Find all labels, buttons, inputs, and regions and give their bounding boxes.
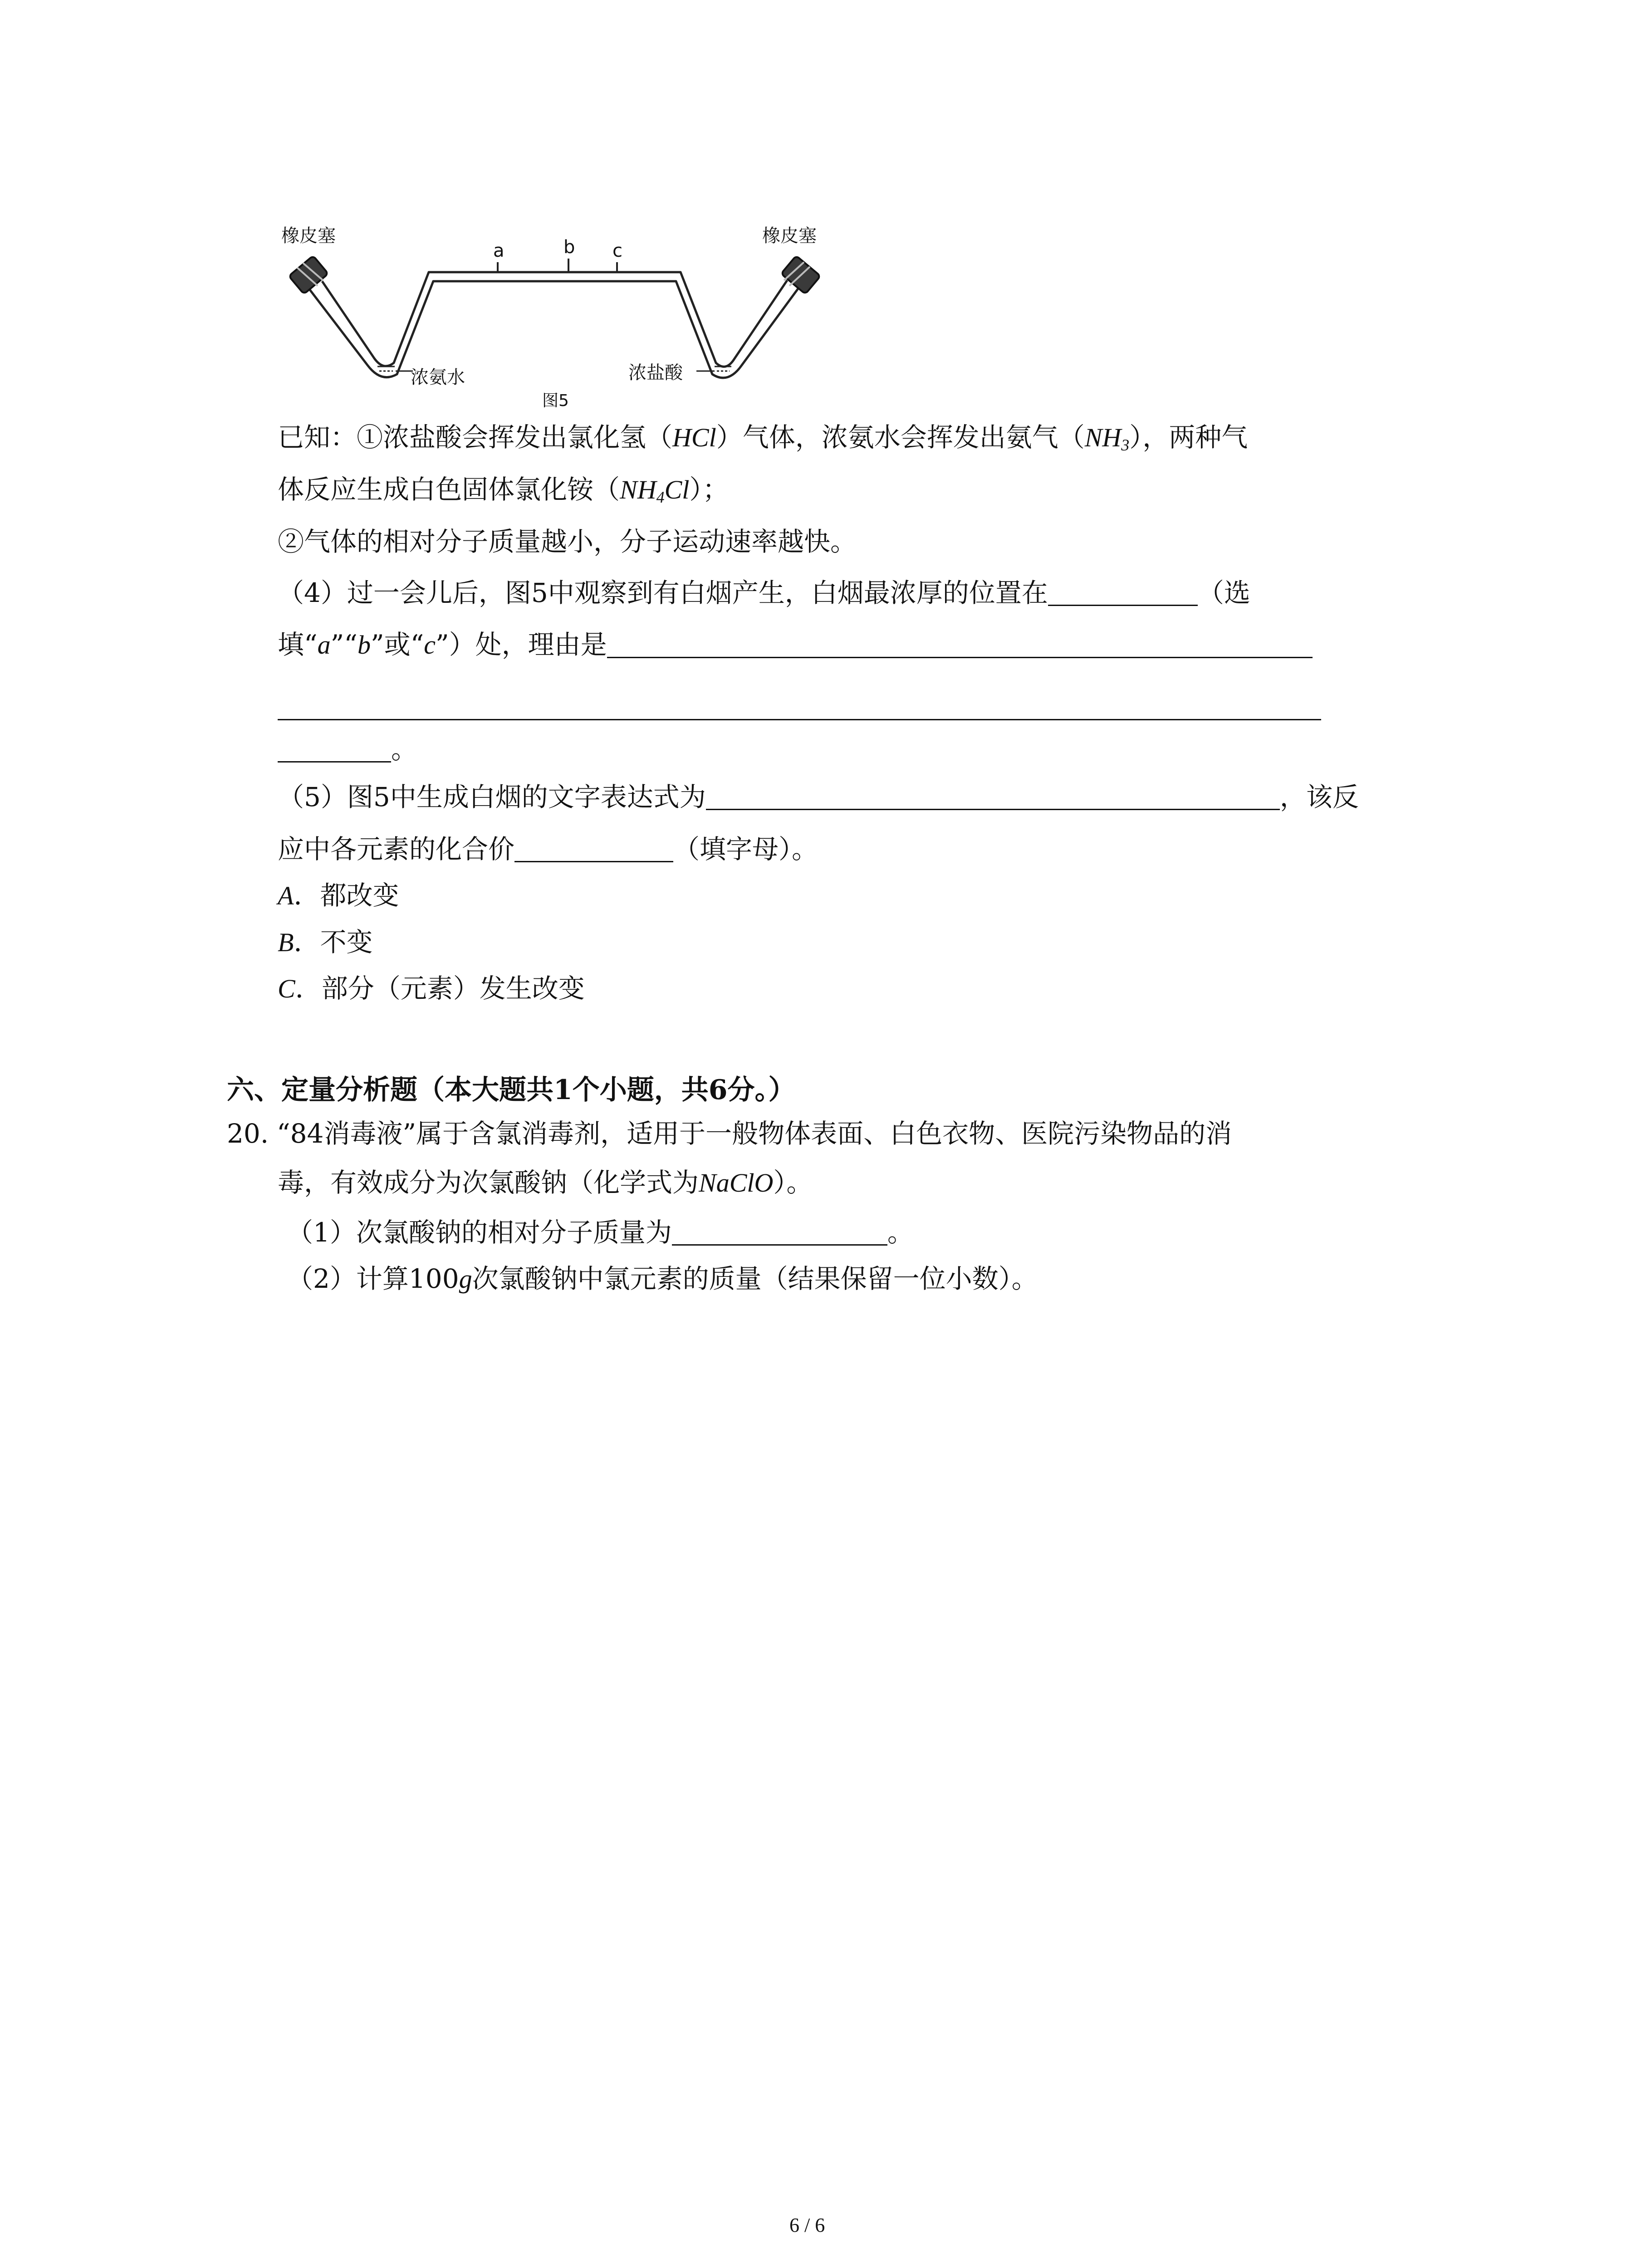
rubber-stopper-left — [289, 256, 328, 294]
q20-sub-1: （1）次氯酸钠的相对分子质量为 。 — [287, 1217, 914, 1248]
label-hcl: 浓盐酸 — [628, 362, 683, 383]
known-line-1: 已知：①浓盐酸会挥发出氯化氢（HCl）气体，浓氨水会挥发出氨气$(NH_3)$，两种气 — [278, 422, 1248, 454]
label-b: b — [563, 237, 575, 258]
q5-option-a: A．都改变 — [278, 880, 399, 911]
q20-number: 20. — [227, 1118, 269, 1149]
label-c: c — [612, 240, 622, 261]
label-stopper-left: 橡皮塞 — [281, 225, 336, 246]
q4-answer-blank-reason-cont[interactable] — [278, 719, 1321, 720]
q4-line-2: 填“a”“b”或“c”）处，理由是 — [278, 631, 1313, 658]
known-line-2: 体反应生成白色固体氯化铵$(NH_4Cl)$； — [278, 474, 729, 506]
label-ammonia: 浓氨水 — [411, 367, 465, 388]
q20-sub-2: （2）计算100g次氯酸钠中氯元素的质量（结果保留一位小数）。 — [287, 1263, 1038, 1294]
q4-line-1: （4）过一会儿后，图5中观察到有白烟产生，白烟最浓厚的位置在 （选 — [278, 577, 1250, 608]
figure-caption: 图5 — [542, 391, 569, 410]
known-line-3: ②气体的相对分子质量越小，分子运动速率越快。 — [278, 526, 857, 557]
section-6-heading: 六、定量分析题（本大题共1个小题，共6分。） — [227, 1074, 796, 1106]
q20-line-2: 毒，有效成分为次氯酸钠（化学式为NaClO）。 — [278, 1167, 813, 1198]
label-stopper-right: 橡皮塞 — [762, 225, 817, 246]
page-number: 6 / 6 — [789, 2214, 825, 2236]
q5-option-b: B．不变 — [278, 927, 373, 958]
q4-answer-blank-reason[interactable] — [607, 631, 1313, 658]
rubber-stopper-right — [781, 256, 820, 294]
q5-option-c: C．部分（元素）发生改变 — [278, 973, 585, 1004]
q4-answer-blank-reason-end[interactable] — [278, 735, 391, 763]
label-a: a — [493, 240, 505, 261]
q5-line-2: 应中各元素的化合价 （填字母）。 — [278, 834, 818, 865]
q20-line-1: “84消毒液”属于含氯消毒剂，适用于一般物体表面、白色衣物、医院污染物品的消 — [277, 1118, 1232, 1149]
q4-answer-blank-position[interactable] — [1048, 578, 1198, 606]
q4-line-4: 。 — [278, 735, 417, 763]
q5-line-1: （5）图5中生成白烟的文字表达式为 ，该反 — [278, 782, 1359, 812]
q5-answer-blank-expression[interactable] — [706, 782, 1280, 810]
q5-answer-blank-valence[interactable] — [514, 835, 673, 862]
q20-answer-blank-molar-mass[interactable] — [672, 1218, 887, 1246]
